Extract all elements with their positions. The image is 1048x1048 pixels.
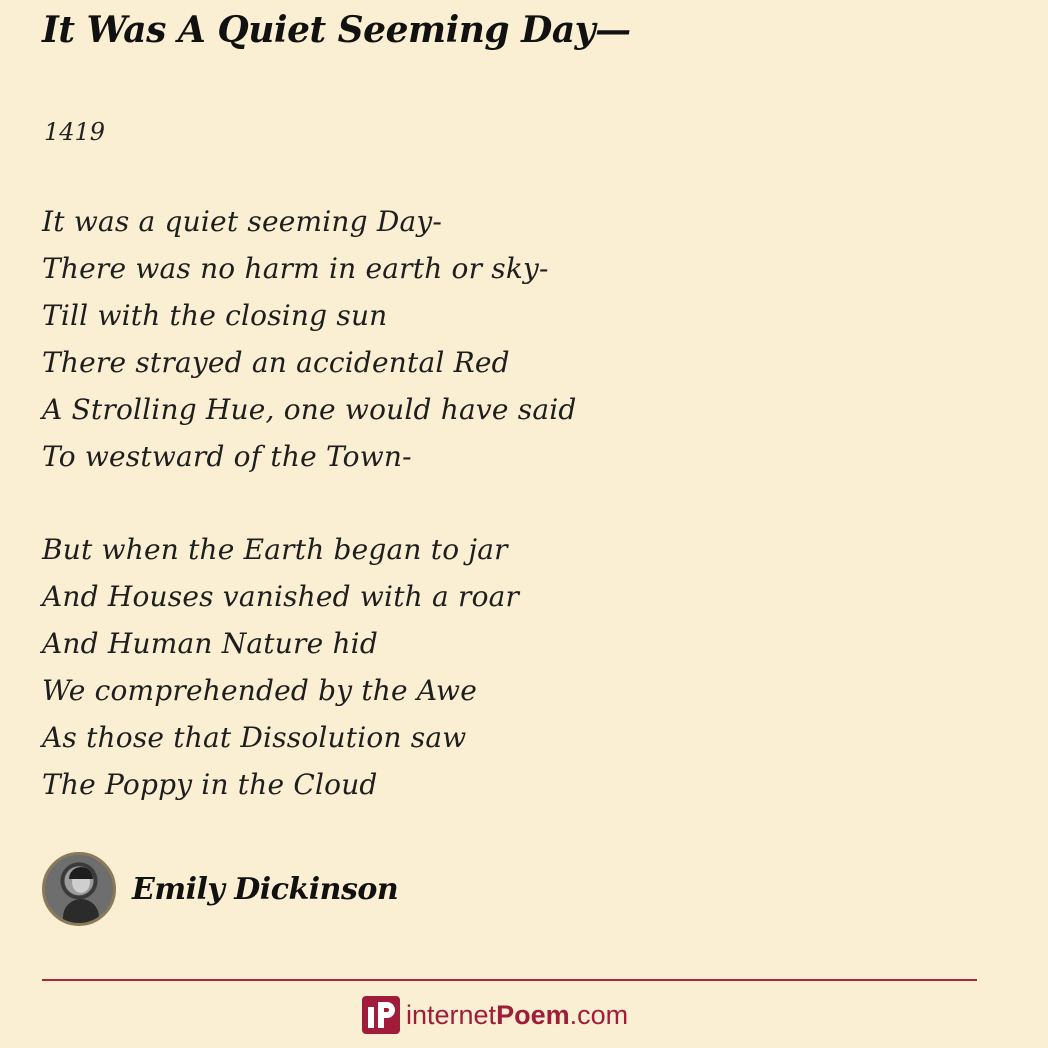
poem-title: It Was A Quiet Seeming Day— <box>42 9 631 51</box>
site-name-suffix: .com <box>569 999 629 1030</box>
site-name-bold: Poem <box>496 999 570 1030</box>
poem-line: And Human Nature hid <box>42 627 378 660</box>
site-name-prefix: internet <box>406 999 497 1030</box>
author-name: Emily Dickinson <box>132 871 399 907</box>
site-name <box>406 1000 628 1031</box>
poem-line: We comprehended by the Awe <box>42 674 477 707</box>
avatar-hair-shape <box>69 867 93 879</box>
poem-line: Till with the closing sun <box>42 299 388 332</box>
avatar-body-shape <box>63 899 99 926</box>
site-logo-link[interactable] <box>362 996 628 1034</box>
footer-divider <box>42 979 977 981</box>
poem-line: The Poppy in the Cloud <box>42 768 378 801</box>
ip-logo-icon <box>362 996 400 1034</box>
author-link[interactable] <box>42 852 398 926</box>
poem-line: And Houses vanished with a roar <box>42 580 520 613</box>
poem-line: But when the Earth began to jar <box>42 533 508 566</box>
poem-line: It was a quiet seeming Day- <box>42 205 443 238</box>
author-avatar <box>42 852 116 926</box>
poem-line: As those that Dissolution saw <box>42 721 467 754</box>
stanza-1 <box>42 198 577 480</box>
poem-number: 1419 <box>44 118 106 146</box>
poem-line: There strayed an accidental Red <box>42 346 510 379</box>
stanza-2 <box>42 526 519 808</box>
poem-line: To westward of the Town- <box>42 440 412 473</box>
poem-line: A Strolling Hue, one would have said <box>42 393 577 426</box>
poem-line: There was no harm in earth or sky- <box>42 252 549 285</box>
